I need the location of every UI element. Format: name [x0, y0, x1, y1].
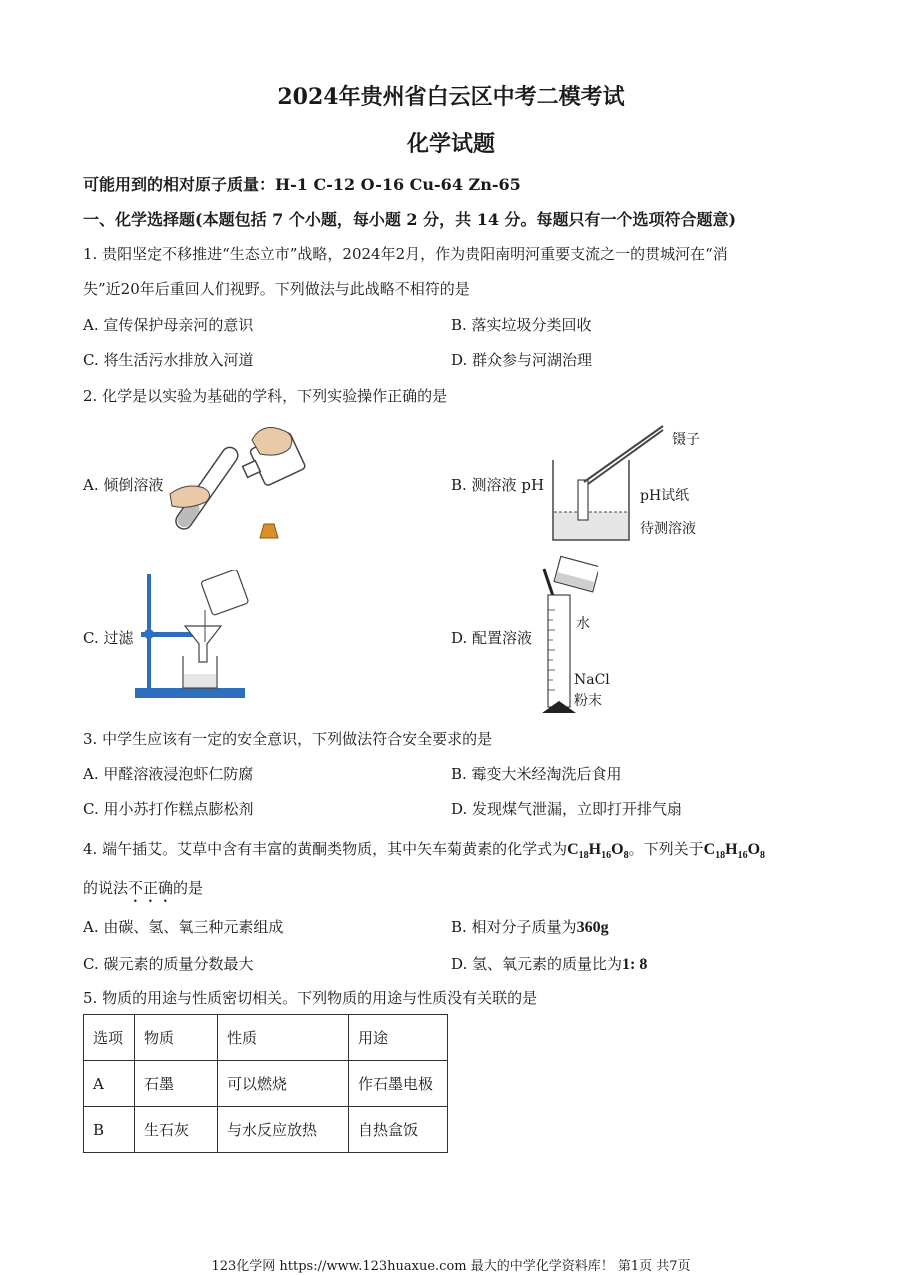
q4-line2-emphasis: 不正确	[128, 879, 174, 897]
page-footer: 123化学网 https://www.123huaxue.com 最大的中学化学资料库！ 第1页 共7页	[211, 1259, 691, 1274]
q5-stem: 5. 物质的用途与性质密切相关。下列物质的用途与性质没有关联的是	[83, 989, 538, 1007]
label-nacl: NaCl	[574, 672, 610, 688]
q1-option-a: A. 宣传保护母亲河的意识	[83, 316, 254, 334]
table-header: 性质	[218, 1015, 349, 1061]
q4-option-d-value: 1: 8	[622, 956, 648, 973]
q4-option-c: C. 碳元素的质量分数最大	[83, 955, 254, 973]
table-header-row	[84, 1015, 448, 1061]
label-tweezers: 镊子	[672, 432, 700, 448]
exam-subtitle: 化学试题	[406, 131, 495, 157]
table-cell: 石墨	[135, 1061, 218, 1107]
q1-option-b: B. 落实垃圾分类回收	[451, 316, 592, 334]
table-cell: B	[84, 1107, 135, 1153]
q1-option-c: C. 将生活污水排放入河道	[83, 351, 254, 369]
q4-stem-b: 。下列关于	[628, 840, 704, 858]
table-cell: 与水反应放热	[218, 1107, 349, 1153]
table-row	[84, 1107, 448, 1153]
filtration-illustration	[135, 570, 253, 702]
q3-option-d: D. 发现煤气泄漏，立即打开排气扇	[451, 800, 683, 818]
formula-h-sub: 16	[737, 850, 748, 862]
q2-stem: 2. 化学是以实验为基础的学科，下列实验操作正确的是	[83, 387, 448, 405]
q2-option-b	[451, 474, 544, 495]
formula-c: C	[703, 841, 716, 858]
section-heading: 一、化学选择题(本题包括 7 个小题，每小题 2 分，共 14 分。每题只有一个选项符合题意)	[83, 210, 737, 229]
q4-option-b	[451, 916, 609, 937]
label-powder: 粉末	[574, 693, 602, 709]
q4-stem-line2	[83, 877, 203, 906]
chemical-formula	[567, 841, 629, 862]
q4-option-a: A. 由碳、氢、氧三种元素组成	[83, 918, 284, 936]
label-ph-paper: pH试纸	[640, 488, 690, 504]
q4-stem-a: 4. 端午插艾。艾草中含有丰富的黄酮类物质，其中矢车菊黄素的化学式为	[83, 840, 568, 858]
q4-option-b-text: B. 相对分子质量为	[451, 918, 577, 936]
q4-stem-line1	[83, 838, 765, 861]
q1-stem-line2: 失”近20年后重回人们视野。下列做法与此战略不相符的是	[83, 280, 470, 298]
formula-c: C	[567, 841, 579, 858]
q4-line2-post: 的是	[173, 879, 204, 897]
atomic-mass-line: 可能用到的相对原子质量：H-1 C-12 O-16 Cu-64 Zn-65	[83, 175, 521, 194]
table-header: 选项	[84, 1015, 135, 1061]
q3-option-c: C. 用小苏打作糕点膨松剂	[83, 800, 254, 818]
q3-stem: 3. 中学生应该有一定的安全意识，下列做法符合安全要求的是	[83, 730, 493, 748]
q4-line2-pre: 的说法	[83, 879, 129, 897]
q3-option-b: B. 霉变大米经淘洗后食用	[451, 765, 622, 783]
q4-option-d-text: D. 氢、氧元素的质量比为	[451, 955, 623, 973]
q5-table	[83, 1014, 448, 1153]
formula-c-sub: 18	[715, 850, 726, 862]
formula-o-sub: 8	[623, 850, 629, 862]
table-cell: 可以燃烧	[218, 1061, 349, 1107]
formula-h: H	[588, 841, 602, 858]
q2-option-b-label: B. 测溶液	[451, 476, 517, 494]
table-cell: 自热盒饭	[349, 1107, 448, 1153]
table-cell: A	[84, 1061, 135, 1107]
q1-option-d: D. 群众参与河湖治理	[451, 351, 593, 369]
table-cell: 作石墨电极	[349, 1061, 448, 1107]
q2-option-d: D. 配置溶液	[451, 629, 533, 647]
exam-title: 2024年贵州省白云区中考二模考试	[277, 84, 625, 110]
table-header: 用途	[349, 1015, 448, 1061]
q2-option-c: C. 过滤	[83, 629, 134, 647]
q2-option-a: A. 倾倒溶液	[83, 476, 164, 494]
label-water: 水	[576, 616, 590, 632]
formula-o: O	[611, 841, 624, 858]
q3-option-a: A. 甲醛溶液浸泡虾仁防腐	[83, 765, 254, 783]
chemical-formula-2	[703, 841, 766, 862]
q1-stem-line1: 1. 贵阳坚定不移推进“生态立市”战略，2024年2月，作为贵阳南明河重要支流之一的贯城河在“消	[83, 245, 728, 263]
formula-h-sub: 16	[601, 850, 612, 862]
label-test-solution: 待测溶液	[640, 521, 696, 537]
q4-option-d	[451, 953, 647, 974]
q2-option-b-ph: pH	[521, 476, 545, 494]
table-header: 物质	[135, 1015, 218, 1061]
table-cell: 生石灰	[135, 1107, 218, 1153]
formula-h: H	[725, 841, 738, 858]
formula-c-sub: 18	[578, 850, 589, 862]
table-row	[84, 1061, 448, 1107]
pouring-illustration	[160, 418, 310, 546]
formula-o-sub: 8	[760, 850, 766, 862]
q4-option-b-value: 360g	[576, 919, 609, 936]
formula-o: O	[747, 841, 761, 858]
